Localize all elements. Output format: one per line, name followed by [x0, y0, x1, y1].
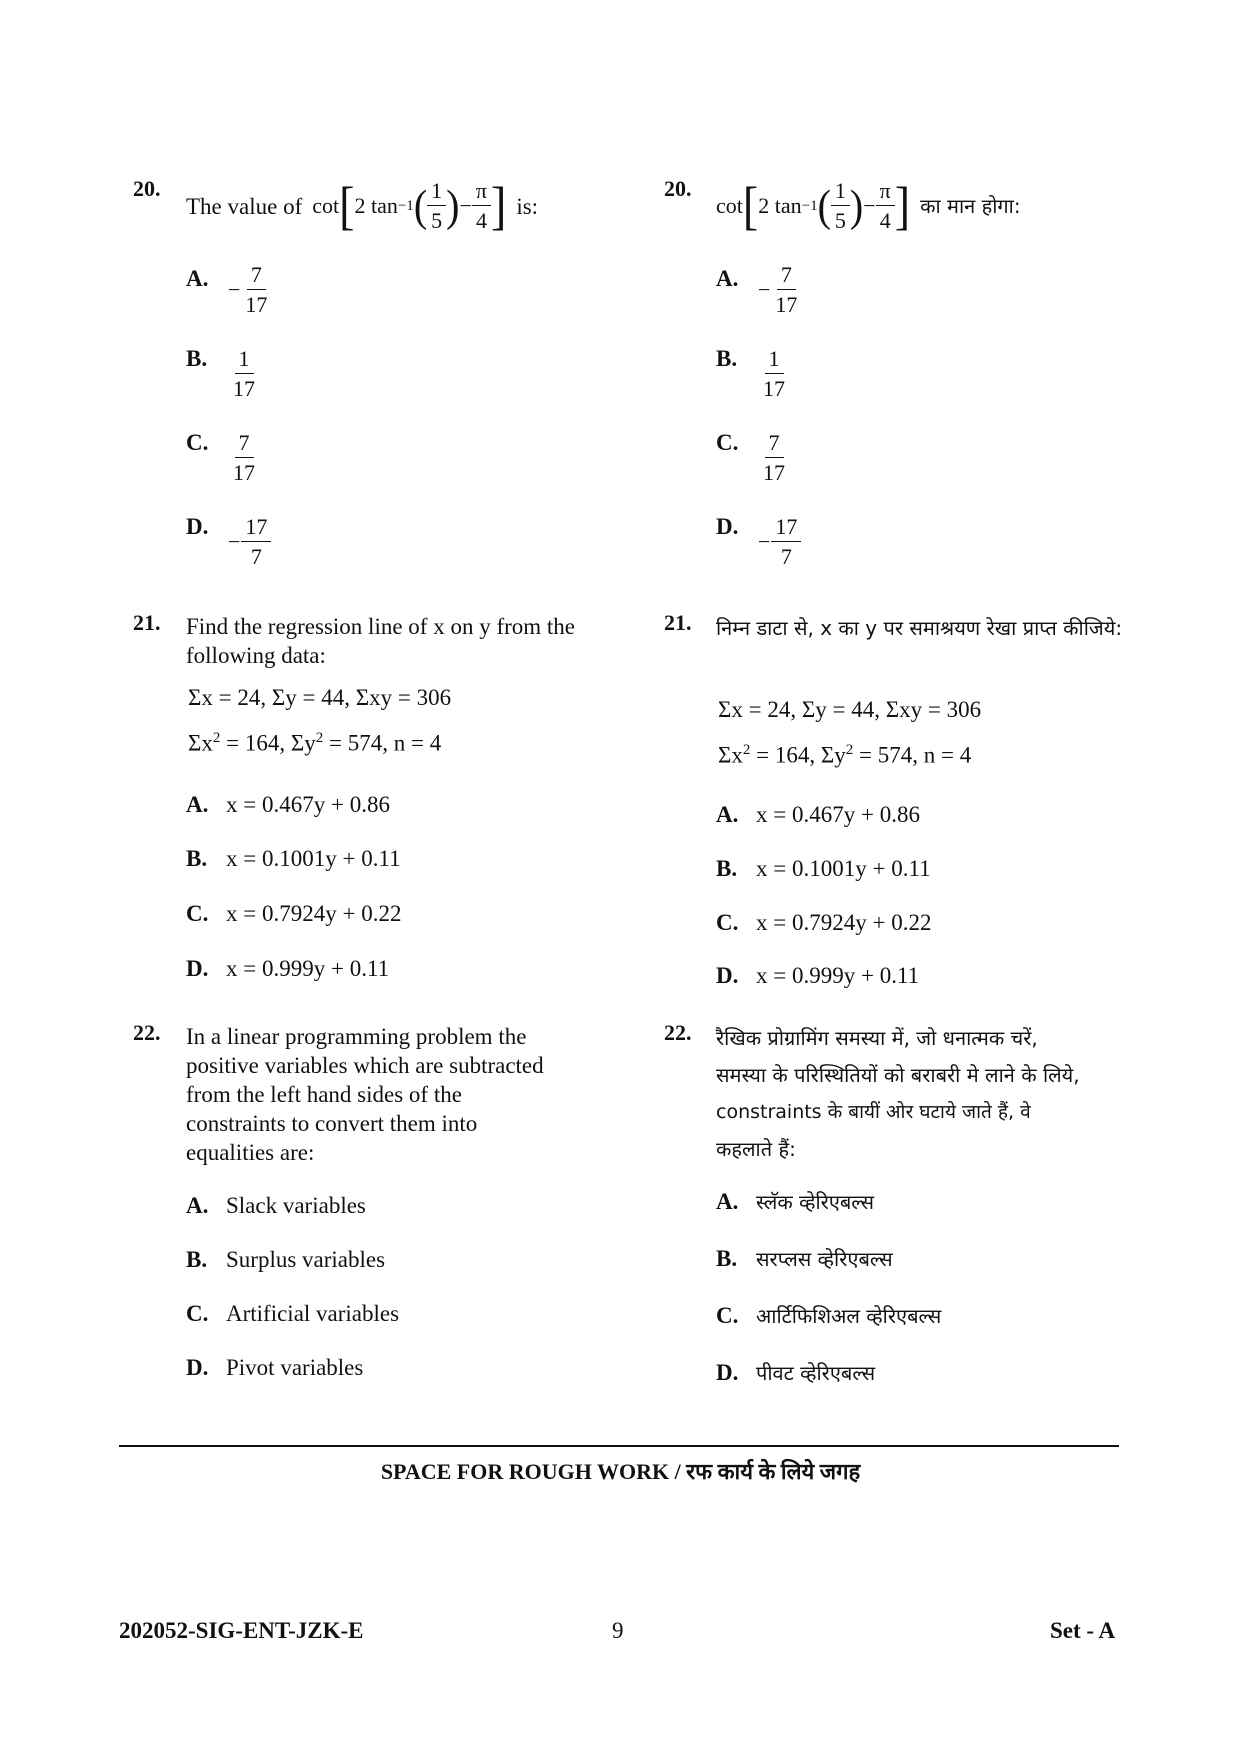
q21-option-b-hi[interactable]: B. x = 0.1001y + 0.11 [716, 856, 931, 881]
q20-option-a-en[interactable]: A. − $\frac{7}{17}$ [186, 262, 268, 317]
q21-data-line2-en: $\Sigma x^2 = 164$, $\Sigma y^2 = 574$, n = 4 [188, 730, 442, 756]
q21-option-c-en[interactable]: C. x = 0.7924y + 0.22 [186, 901, 402, 926]
q20-number-en: 20. [133, 176, 161, 201]
q21-option-c-hi[interactable]: C. x = 0.7924y + 0.22 [716, 910, 932, 935]
q20-option-b-hi[interactable]: B. $\frac{1}{17}$ [716, 346, 785, 401]
q21-data-line1-en: Σx = 24, Σy = 44, Σxy = 306 [188, 685, 452, 710]
q22-number-en: 22. [133, 1020, 161, 1045]
q20-expression-hi: cot [ 2 tan −1 ( $\frac{1}{5}$ ) − $\frac{\pi}{4}$ ] [716, 176, 911, 235]
q21-option-d-en[interactable]: D. x = 0.999y + 0.11 [186, 956, 390, 981]
q20-suffix-en: is: [516, 193, 539, 219]
q22-number-hi: 22. [664, 1020, 692, 1045]
rough-work-label: SPACE FOR ROUGH WORK / रफ कार्य के लिये जगह [380, 1459, 861, 1484]
q20-question-hi [716, 178, 1021, 234]
q20-question-en [186, 178, 538, 234]
q20-option-d-en[interactable]: D. − $\frac{17}{7}$ [186, 514, 271, 570]
q20-option-c-hi[interactable]: C. $\frac{7}{17}$ [716, 430, 785, 485]
q20-option-a-hi[interactable]: A. − $\frac{7}{17}$ [716, 262, 798, 317]
q21-option-b-en[interactable]: B. x = 0.1001y + 0.11 [186, 846, 401, 871]
q22-option-d-en[interactable]: D. Pivot variables [186, 1355, 364, 1380]
rough-work-divider [119, 1445, 1119, 1447]
q20-prefix-en: The value of [186, 193, 303, 219]
q22-option-a-hi[interactable]: A. स्लॅक व्हेरिएबल्स [716, 1189, 875, 1214]
q21-number-en: 21. [133, 610, 161, 635]
q22-option-a-en[interactable]: A. Slack variables [186, 1193, 366, 1218]
q21-option-a-hi[interactable]: A. x = 0.467y + 0.86 [716, 802, 920, 827]
page-number: 9 [612, 1618, 624, 1643]
q22-question-hi: रैखिक प्रोग्रामिंग समस्या में, जो धनात्मक चरें, समस्या के परिस्थितियों को बराबरी मे लाने के लिये, constraints के बायीं ओर घटाये जाते हैं, वे कहलाते हैं: [716, 1026, 1080, 1161]
q20-suffix-hi: का मान होगा: [920, 193, 1021, 218]
q20-option-b-en[interactable]: B. $\frac{1}{17}$ [186, 346, 255, 401]
q20-option-d-hi[interactable]: D. − $\frac{17}{7}$ [716, 514, 801, 570]
footer-code: 202052-SIG-ENT-JZK-E [119, 1618, 364, 1643]
q20-expression-en: cot [ 2 tan −1 ( $\frac{1}{5}$ ) − $\frac{\pi}{4}$ ] [312, 176, 507, 235]
q21-option-d-hi[interactable]: D. x = 0.999y + 0.11 [716, 963, 920, 988]
q21-option-a-en[interactable]: A. x = 0.467y + 0.86 [186, 792, 390, 817]
footer-set: Set - A [1050, 1618, 1116, 1643]
q20-number-hi: 20. [664, 176, 692, 201]
q22-option-d-hi[interactable]: D. पीवट व्हेरिएबल्स [716, 1360, 876, 1385]
q20-option-c-en[interactable]: C. $\frac{7}{17}$ [186, 430, 255, 485]
q22-option-c-en[interactable]: C. Artificial variables [186, 1301, 400, 1326]
q22-question-en: In a linear programming problem the positive variables which are subtracted from the left hand sides of the constraints to convert them into equalities are: [186, 1024, 544, 1165]
q21-number-hi: 21. [664, 610, 692, 635]
q21-data-line1-hi: Σx = 24, Σy = 44, Σxy = 306 [718, 697, 982, 722]
q21-data-line2-hi: $\Sigma x^2 = 164$, $\Sigma y^2 = 574$, n = 4 [718, 742, 972, 768]
q22-option-c-hi[interactable]: C. आर्टिफिशिअल व्हेरिएबल्स [716, 1303, 942, 1328]
q22-option-b-hi[interactable]: B. सरप्लस व्हेरिएबल्स [716, 1246, 893, 1271]
q21-question-en: Find the regression line of x on y from the following data: [186, 614, 576, 668]
q22-option-b-en[interactable]: B. Surplus variables [186, 1247, 386, 1272]
q21-question-hi: निम्न डाटा से, x का y पर समाश्रयण रेखा प्राप्त कीजिये: [716, 616, 1123, 640]
